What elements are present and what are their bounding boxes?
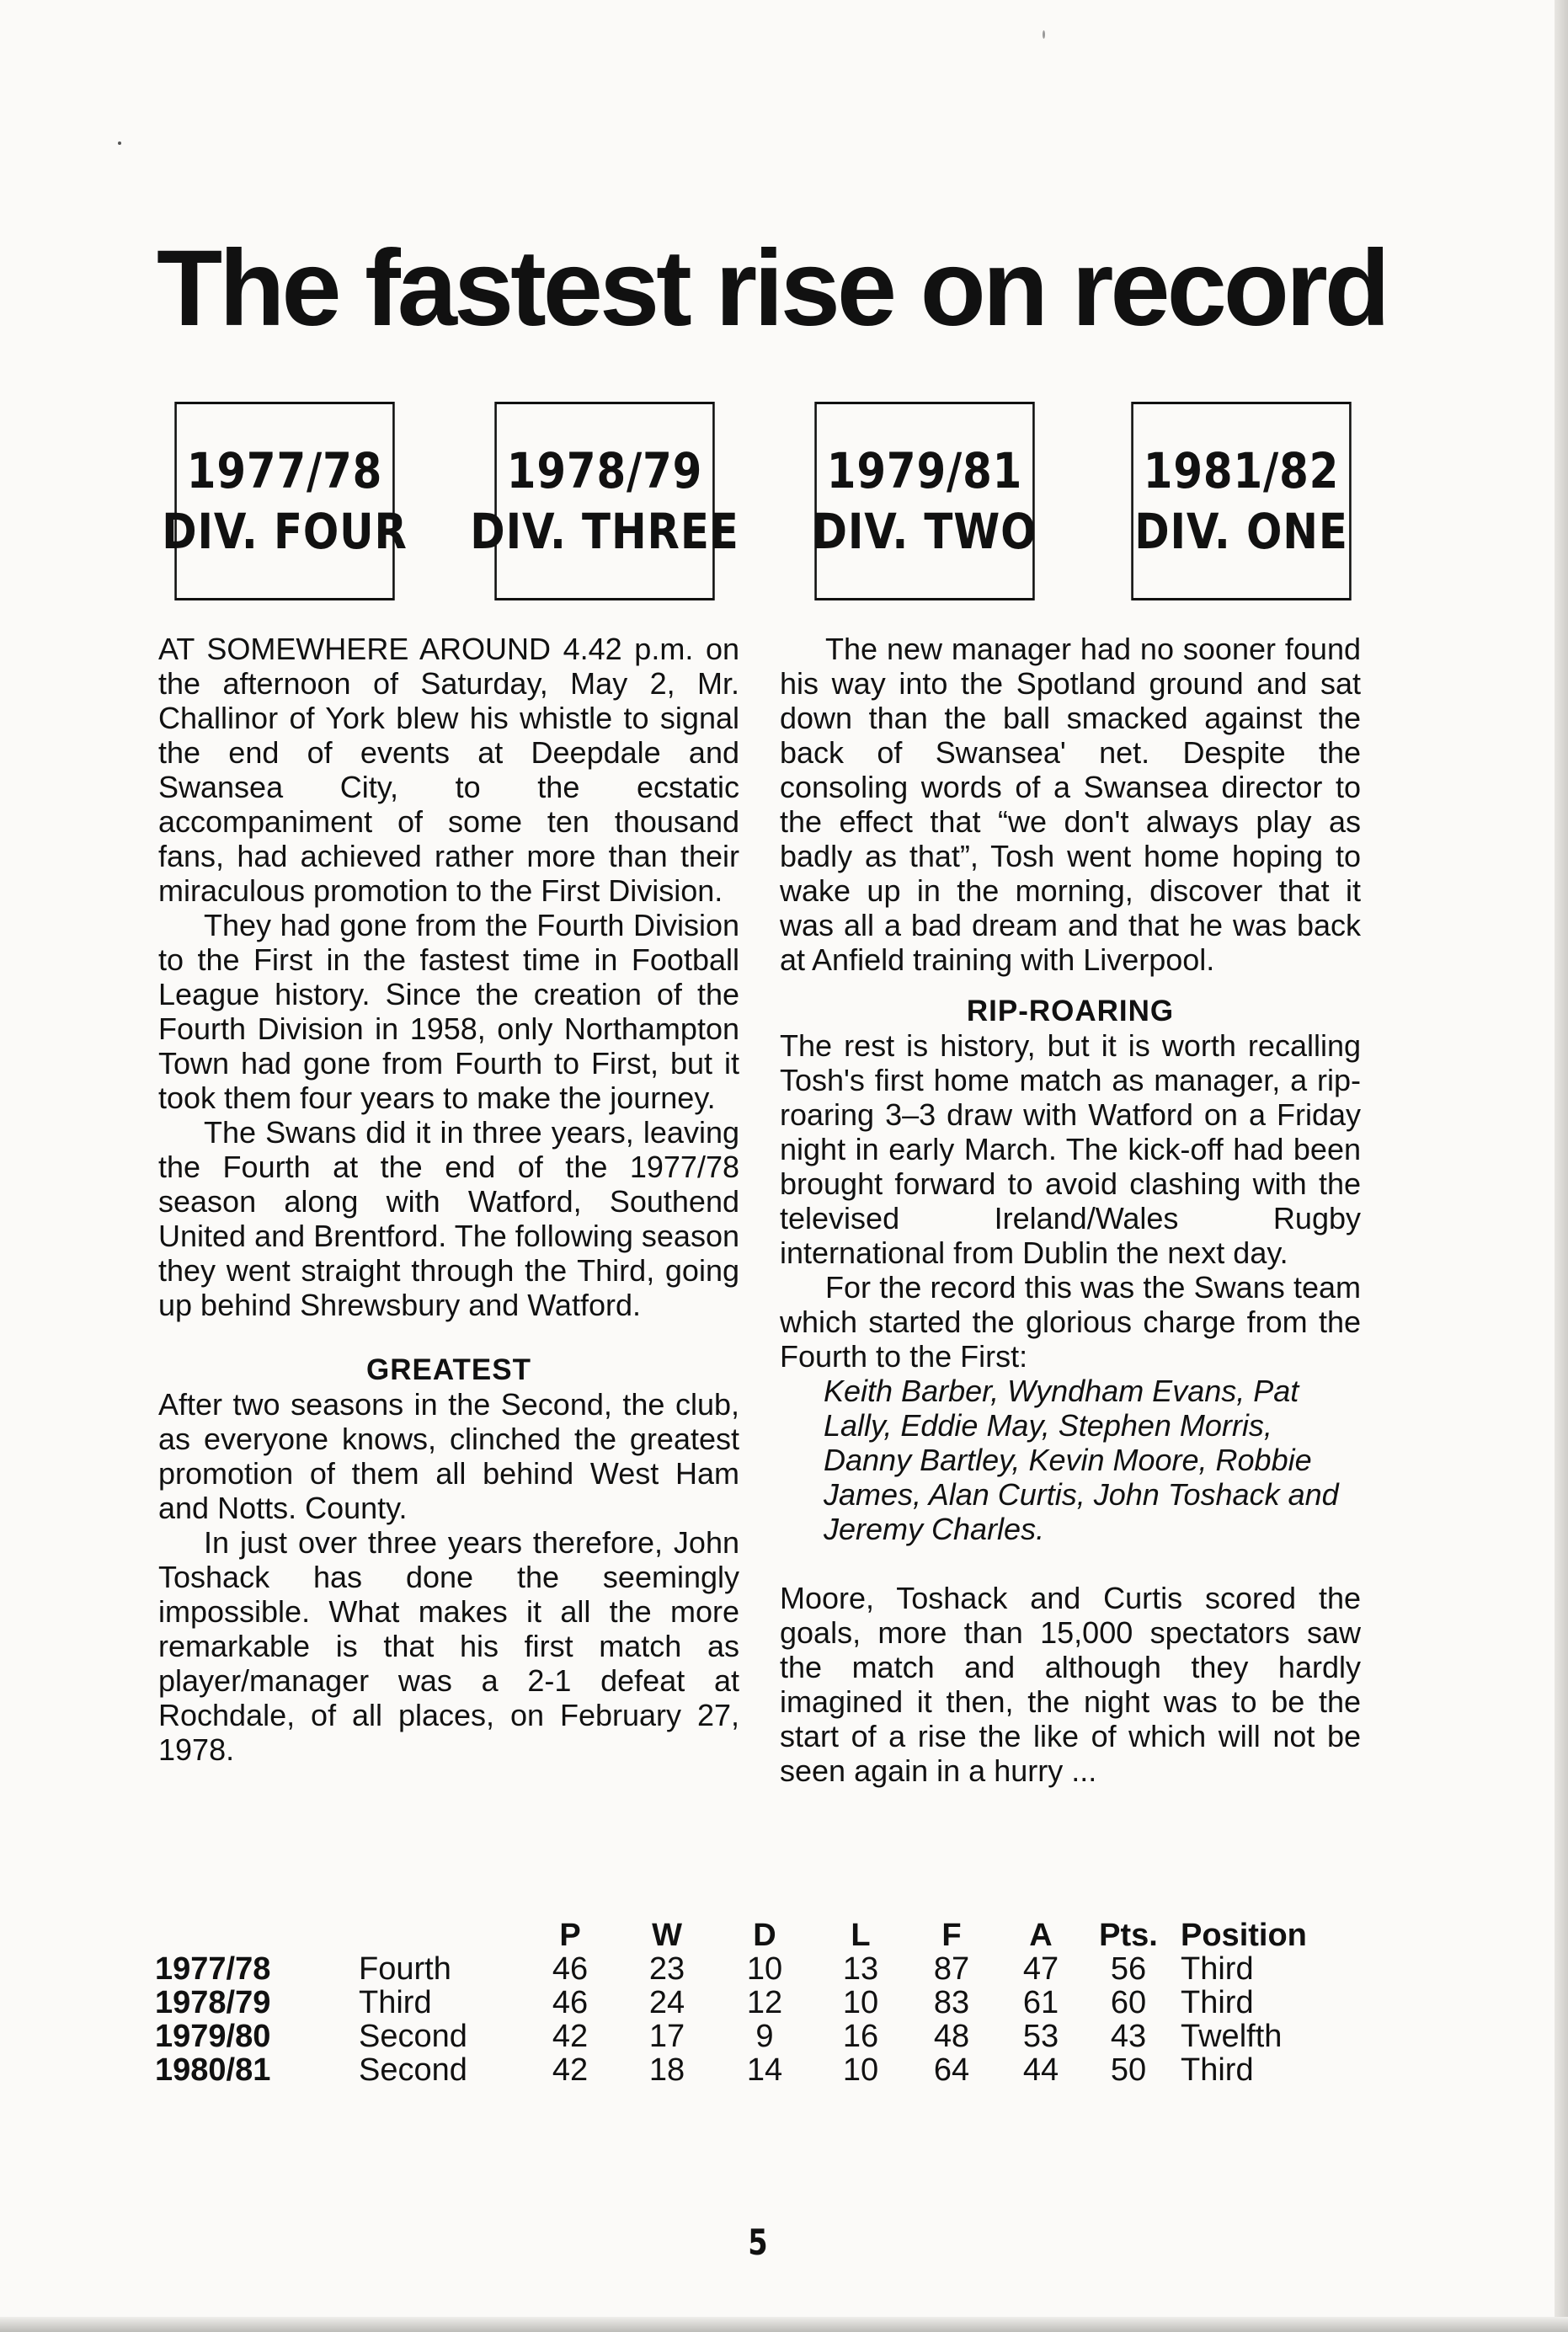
- col-header-points: Pts.: [1099, 1918, 1158, 1953]
- paragraph: AT SOMEWHERE AROUND 4.42 p.m. on the afternoon of Saturday, May 2, Mr. Challinor of York blew his whistle to signal the end of events at Deepdale and Swansea City, to the ecstatic accompaniment of some ten thousand fans, had achieved rather more than their miraculous promotion to the First Division.: [158, 632, 739, 908]
- headline: The fastest rise on record: [157, 228, 1387, 349]
- col-header-against: A: [1029, 1918, 1053, 1953]
- paragraph: For the record this was the Swans team which started the glorious charge from the Fourth to the First:: [780, 1270, 1361, 1374]
- season-division: DIV. TWO: [812, 503, 1037, 560]
- season-years: 1977/78: [186, 442, 383, 499]
- paragraph: The new manager had no sooner found his way into the Spotland ground and sat down than the ball smacked against the back of Swansea' net. Despite the consoling words of a Swansea director to the effect that “we don't always play as badly as that”, Tosh went home hoping to wake up in the morning, discover that it was all a bad dream and that he was back at Anfield training with Liverpool.: [780, 632, 1361, 977]
- paragraph: After two seasons in the Second, the club, as everyone knows, clinched the greatest promotion of them all behind West Ham and Notts. County.: [158, 1387, 739, 1525]
- paragraph: They had gone from the Fourth Division to the First in the fastest time in Football League history. Since the creation of the Fourth Division in 1958, only Northampton Town had gone from Fourth to First, but it took them four years to make the journey.: [158, 908, 739, 1115]
- right-column: [780, 632, 1361, 1788]
- table-row: 1978/79 Third 46 24 12 10 83 61 60 Third: [155, 1985, 1254, 2020]
- season-years: 1981/82: [1143, 442, 1340, 499]
- paragraph: The rest is history, but it is worth recalling Tosh's first home match as manager, a rip-roaring 3–3 draw with Watford on a Friday night in early March. The kick-off had been brought forward to avoid clashing with the televised Ireland/Wales Rugby international from Dublin the next day.: [780, 1028, 1361, 1270]
- page-edge-shadow: [1555, 0, 1568, 2332]
- team-lineup: Keith Barber, Wyndham Evans, Pat Lally, Eddie May, Stephen Morris, Danny Bartley, Kevin Moore, Robbie James, Alan Curtis, John Toshack and Jeremy Charles.: [824, 1374, 1339, 1546]
- col-header-won: W: [652, 1918, 682, 1953]
- season-division: DIV. THREE: [470, 503, 739, 560]
- season-stats-table: [155, 1918, 1349, 2087]
- season-box-div-four: [162, 402, 408, 600]
- page-number: 5: [748, 2222, 768, 2263]
- print-speck: [1043, 30, 1045, 39]
- col-header-drawn: D: [753, 1918, 776, 1953]
- col-header-for: F: [941, 1918, 962, 1953]
- col-header-lost: L: [851, 1918, 871, 1953]
- paragraph: Moore, Toshack and Curtis scored the goals, more than 15,000 spectators saw the match and although they hardly imagined it then, the night was to be the start of a rise the like of which will not be seen again in a hurry ...: [780, 1581, 1361, 1788]
- col-header-played: P: [559, 1918, 581, 1953]
- season-box-div-two: [812, 402, 1037, 600]
- page-edge-shadow: [0, 2317, 1568, 2332]
- table-row: 1979/80 Second 42 17 9 16 48 53 43 Twelfth: [155, 2019, 1283, 2054]
- print-speck: [118, 141, 121, 145]
- table-row: 1980/81 Second 42 18 14 10 64 44 50 Third: [155, 2052, 1254, 2088]
- season-division: DIV. ONE: [1134, 503, 1348, 560]
- table-row: 1977/78 Fourth 46 23 10 13 87 47 56 Third: [155, 1951, 1254, 1987]
- table-header-row: [155, 1918, 1349, 1952]
- season-box-div-three: [470, 402, 739, 600]
- left-column: [158, 632, 739, 1767]
- col-header-position: Position: [1181, 1918, 1307, 1953]
- section-heading: GREATEST: [366, 1353, 531, 1386]
- spacer: [780, 1546, 1361, 1581]
- section-heading: RIP-ROARING: [966, 995, 1175, 1027]
- paragraph: In just over three years therefore, John Toshack has done the seemingly impossible. What makes it all the more remarkable is that his first match as player/manager was a 2-1 defeat at Rochdale, of all places, on February 27, 1978.: [158, 1525, 739, 1767]
- season-years: 1979/81: [826, 442, 1023, 499]
- season-division: DIV. FOUR: [162, 503, 408, 560]
- season-years: 1978/79: [506, 442, 703, 499]
- paragraph: The Swans did it in three years, leaving the Fourth at the end of the 1977/78 season along with Watford, Southend United and Brentford. The following season they went straight through the Third, going up behind Shrewsbury and Watford.: [158, 1115, 739, 1322]
- season-box-div-one: [1131, 402, 1351, 600]
